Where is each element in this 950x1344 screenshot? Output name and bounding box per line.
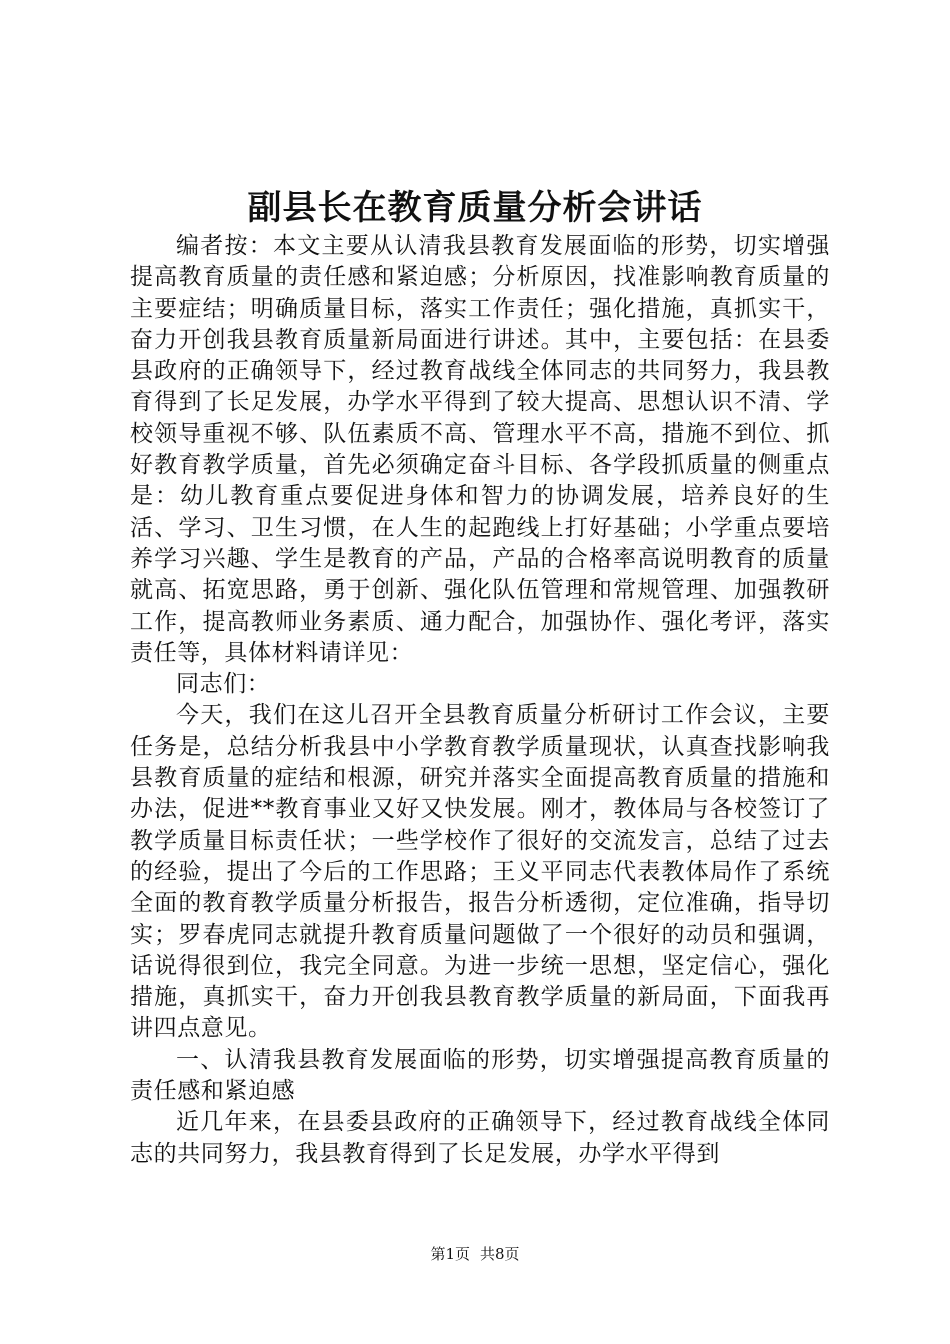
salutation-paragraph: 同志们：	[176, 671, 271, 698]
page-total: 共8页	[480, 1245, 520, 1263]
body-paragraph: 今天，我们在这儿召开全县教育质量分析研讨工作会议，主要任务是，总结分析我县中小学教育教学质量现状，认真查找影响我县教育质量的症结和根源，研究并落实全面提高教育质量的措施和办法，促进**教育事业又好又快发展。刚才，教体局与各校签订了教学质量目标责任状；一些学校作了很好的交流发言，总结了过去的经验，提出了今后的工作思路；王义平同志代表教体局作了系统全面的教育教学质量分析报告，报告分析透彻，定位准确，指导切实；罗春虎同志就提升教育质量问题做了一个很好的动员和强调，话说得很到位，我完全同意。为进一步统一思想，坚定信心，强化措施，真抓实干，奋力开创我县教育教学质量的新局面，下面我再讲四点意见。	[130, 702, 830, 1042]
page-footer	[0, 1244, 950, 1264]
document-title: 副县长在教育质量分析会讲话	[247, 188, 703, 228]
editor-note-paragraph: 编者按：本文主要从认清我县教育发展面临的形势，切实增强提高教育质量的责任感和紧迫感；分析原因，找准影响教育质量的主要症结；明确质量目标，落实工作责任；强化措施，真抓实干，奋力开创我县教育质量新局面进行讲述。其中，主要包括：在县委县政府的正确领导下，经过教育战线全体同志的共同努力，我县教育得到了长足发展，办学水平得到了较大提高、思想认识不清、学校领导重视不够、队伍素质不高、管理水平不高，措施不到位、抓好教育教学质量，首先必须确定奋斗目标、各学段抓质量的侧重点是：幼儿教育重点要促进身体和智力的协调发展，培养良好的生活、学习、卫生习惯，在人生的起跑线上打好基础；小学重点要培养学习兴趣、学生是教育的产品，产品的合格率高说明教育的质量就高、拓宽思路，勇于创新、强化队伍管理和常规管理、加强教研工作，提高教师业务素质、通力配合，加强协作、强化考评，落实责任等，具体材料请详见：	[130, 233, 830, 666]
document-body	[130, 231, 830, 1170]
section-heading: 一、认清我县教育发展面临的形势，切实增强提高教育质量的责任感和紧迫感	[130, 1046, 830, 1105]
page-number: 第1页	[430, 1245, 470, 1263]
body-paragraph: 近几年来，在县委县政府的正确领导下，经过教育战线全体同志的共同努力，我县教育得到了长足发展，办学水平得到	[130, 1109, 830, 1167]
